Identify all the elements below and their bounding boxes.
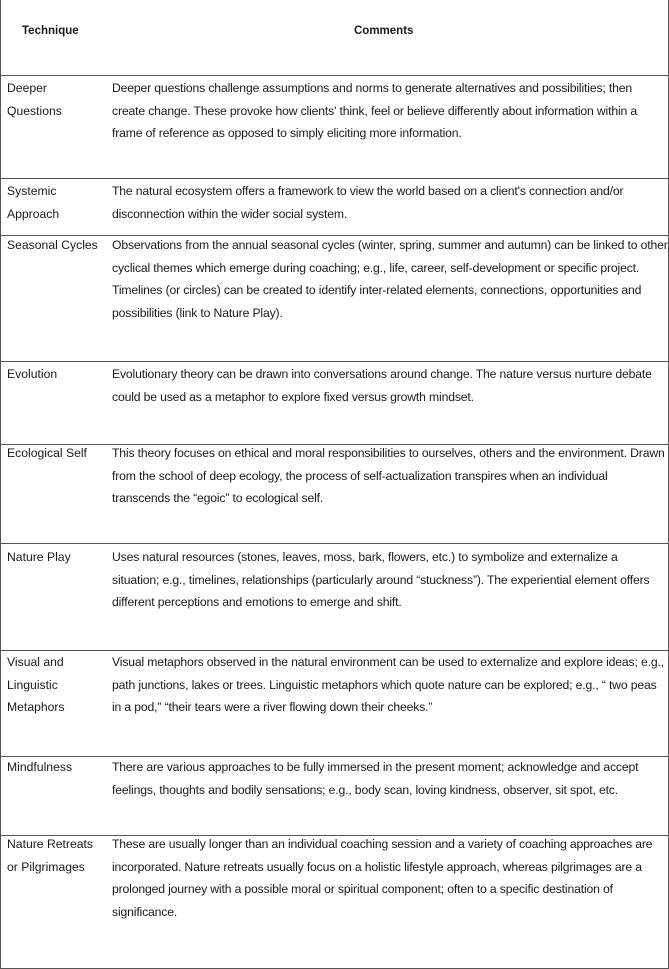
comment-cell: Evolutionary theory can be drawn into conversations around change. The nature versus nurture debate could be used as a metaphor to explore fixed versus growth mindset. (112, 367, 652, 404)
technique-cell: Deeper Questions (7, 81, 62, 118)
header-comments: Comments (354, 25, 414, 37)
row-divider (0, 361, 669, 362)
technique-cell: Mindfulness (7, 760, 73, 774)
comment-cell: The natural ecosystem offers a framework to view the world based on a client's connection and/or disconnection within the wider social system. (112, 184, 624, 221)
comment-cell: There are various approaches to be fully immersed in the present moment; acknowledge and accept feelings, thoughts and bodily sensations; e.g., body scan, loving kindness, observer, sit spot, etc. (112, 760, 639, 797)
technique-cell: Evolution (7, 367, 58, 381)
header-technique: Technique (22, 25, 79, 37)
header-divider (0, 75, 669, 76)
technique-cell: Seasonal Cycles (7, 238, 98, 252)
comment-cell: Uses natural resources (stones, leaves, moss, bark, flowers, etc.) to symbolize and externalize a situation; e.g., timelines, relationships (particularly around “stuckness”). The experiential element offers different perceptions and emotions to emerge and shift. (112, 550, 650, 610)
comment-cell: These are usually longer than an individual coaching session and a variety of coaching approaches are incorporated. Nature retreats usually focus on a holistic lifestyle approach, whereas pilgrimages are a prolonged journey with a possible moral or spiritual component; often to a specific destination of significance. (112, 837, 653, 919)
technique-cell: Nature Play (7, 550, 71, 564)
technique-cell: Nature Retreats or Pilgrimages (7, 837, 94, 874)
comment-cell: Deeper questions challenge assumptions and norms to generate alternatives and possibilities; then create change. These provoke how clients' think, feel or believe differently about information within a frame of reference as opposed to simply eliciting more information. (112, 81, 638, 141)
technique-cell: Ecological Self (7, 446, 87, 460)
comment-cell: This theory focuses on ethical and moral responsibilities to ourselves, others and the environment. Drawn from the school of deep ecology, the process of self-actualization transpires when an individual transcends the “egoic” to ecological self. (112, 446, 665, 506)
table-border-left (0, 0, 1, 969)
comment-cell: Observations from the annual seasonal cycles (winter, spring, summer and autumn) can be linked to other cyclical themes which emerge during coaching; e.g., life, career, self-development or specific project. Timelines (or circles) can be created to identify inter-related elements, connections, opportunities and possibilities (link to Nature Play). (112, 238, 668, 320)
technique-cell: Systemic Approach (7, 184, 60, 221)
row-divider (0, 543, 669, 544)
row-divider (0, 178, 669, 179)
comment-cell: Visual metaphors observed in the natural environment can be used to externalize and explore ideas; e.g., path junctions, lakes or trees. Linguistic metaphors which quote nature can be explored; e.g., “ two peas in a pod,” “their tears were a river flowing down their cheeks.” (112, 655, 664, 715)
technique-cell: Visual and Linguistic Metaphors (7, 655, 65, 715)
